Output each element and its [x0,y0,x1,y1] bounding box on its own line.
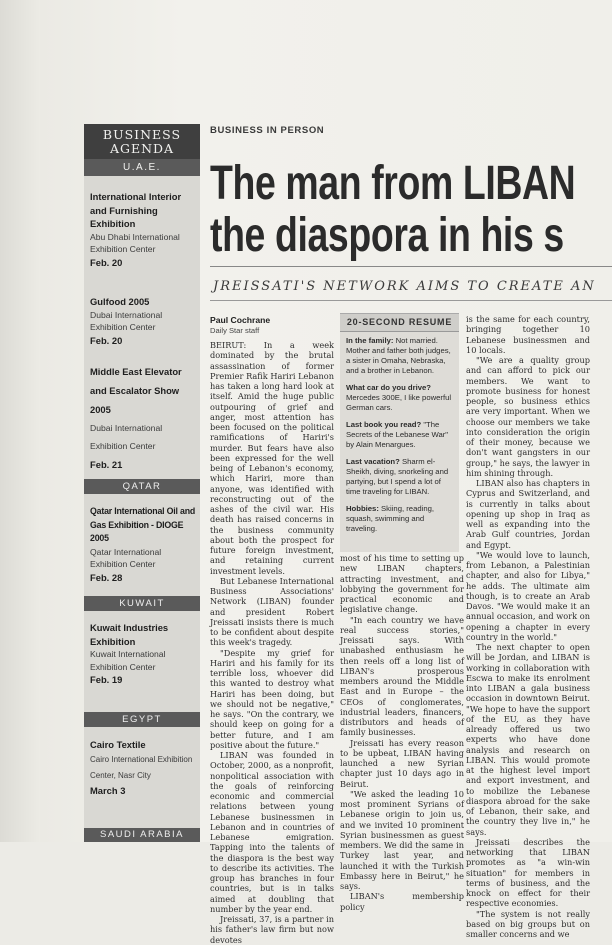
resume-question: In the family: [346,336,394,345]
event-venue: Kuwait International [90,649,166,659]
event-venue: Dubai International [90,423,163,433]
sidebar-header [84,124,200,176]
event-item [90,190,198,270]
event-venue: Center, Nasr City [90,770,151,780]
article-column-3 [466,314,590,939]
resume-title: 20-SECOND RESUME [340,314,459,332]
paragraph: Jreissati describes the networking that LIBAN promotes as "a win-win situation" for members in terms of business, and the knock on effect for their respective economies. [466,836,590,909]
paragraph: is the same for each country, bringing together 10 Lebanese businessmen and 10 locals. [466,314,590,355]
paragraph: most of his time to setting up new LIBAN chapters, attracting investment, and lobbying the government for practical economic and legislative change. [340,553,464,615]
section-saudi-arabia: SAUDI ARABIA [84,828,200,842]
paragraph: LIBAN also has chapters in Cyprus and Switzerland, and is currently in talks about opening up shop in Iraq as well as expanding into the Arab Gulf countries, Jordan and Egypt. [466,478,590,550]
paragraph: "We asked the leading 10 most prominent Syrians of Lebanese origin to join us, and we invited 10 prominent Syrian businessmen as guest members. We did the same in Turkey last year, and launched it with the Turkish Embassy here in Beirut," he says. [340,788,464,891]
section-kicker: BUSINESS IN PERSON [210,125,325,136]
paragraph: "We are a quality group and can afford to pick our members. We want to promote business for honest people, so business ethics are very important. When we choose our members we take into consideration the origin of their money, because we don't want gangsters in our group," he says, the lawyer in him shining through. [466,355,590,478]
event-venue: Exhibition Center [90,661,156,672]
event-name: Middle East Elevator and Escalator Show 2005 [90,366,182,415]
author-name: Paul Cochrane [210,315,271,325]
headline-line-2: the diaspora in his s [210,209,564,262]
article-column-2 [340,553,464,912]
resume-question: Hobbies: [346,504,379,513]
resume-box [340,313,459,552]
event-venue: Exhibition Center [90,322,156,332]
resume-answer: Not married. Mother and father both judges, a sister in Omaha, Nebraska, and a brother in Lebanon. [346,336,451,375]
event-date: Feb. 19 [90,674,123,685]
resume-question: What car do you drive? [346,383,432,392]
event-item [90,738,198,798]
event-venue: Exhibition Center [90,441,156,451]
section-uae: U.A.E. [84,159,200,176]
event-item [90,621,198,687]
section-qatar: QATAR [84,479,200,494]
paragraph: But Lebanese International Business Associations' Network (LIBAN) founder and president Robert Jreissati insists there is much to be confident about despite this week's tragedy. [210,575,334,648]
page-edge-shadow [0,0,40,842]
divider [210,266,612,267]
sidebar-title-line1: BUSINESS [102,127,182,142]
event-item [90,295,198,348]
resume-answer: Sharm el-Sheikh, diving, snorkeling and partying, but I spend a lot of time traveling for LIBAN. [346,457,449,496]
event-name: Qatar International Oil and Gas Exhibition - DIOGE 2005 [90,506,196,543]
section-egypt: EGYPT [84,712,200,727]
event-date: Feb. 21 [90,459,123,470]
event-date: Feb. 28 [90,571,123,583]
event-name: Gulfood 2005 [90,296,150,307]
event-venue: Abu Dhabi International [90,231,180,242]
paragraph: The next chapter to open will be Jordan, and LIBAN is working in collaboration with Escwa to make its enrolment into LIBAN a gala business occasion in downtown Beirut. "We hope to have the support of the EU, as they have already offered us two experts who have done analysis and research on LIBAN. This would promote at the highest level import and export investment, and to mobilize the Lebanese diaspora abroad for the sake of Lebanon, their sake, and the country they live in," he says. [466,642,590,837]
event-item [90,362,198,475]
headline-line-1: The man from LIBAN [210,157,576,210]
resume-item [346,457,453,497]
event-name: International Interior and Furnishing Exhibition [90,191,182,229]
subheadline: JREISSATI'S NETWORK AIMS TO CREATE AN [213,279,596,294]
resume-question: Last vacation? [346,457,400,466]
event-venue: Exhibition Center [90,244,156,254]
event-date: Feb. 20 [90,256,123,268]
resume-body [340,332,459,545]
resume-answer: "The Secrets of the Lebanese War" by Alain Menargues. [346,420,449,449]
paragraph: Jreissati has every reason to be upbeat, LIBAN having launched a new Syrian chapter just 10 days ago in Beirut. [340,737,464,789]
paragraph: LIBAN was founded in October, 2000, as a nonprofit, nonpolitical association with the goals of reinforcing economic and commercial relations between young Lebanese businessmen in Lebanon and in countries of Lebanese emigration. Tapping into the talents of the diaspora is the best way to describe its activities. The group has branches in four countries, but is in talks aimed at doubling that number by the year end. [210,750,334,914]
resume-answer: Mercedes 300E, I like powerful German cars. [346,393,452,412]
byline [210,315,270,336]
event-date: Feb. 20 [90,334,123,346]
event-venue: Qatar International [90,546,162,557]
paragraph: "We would love to launch, from Lebanon, a Palestinian chapter, and also for Libya," he adds. The ultimate aim though, is to create an Arab Davos. "We would make it an annual occasion, and work on opening a chapter in every country in the world." [466,549,590,642]
business-agenda-sidebar [84,124,200,842]
section-kuwait: KUWAIT [84,596,200,611]
article-column-1 [210,340,334,945]
paragraph: LIBAN's membership policy [340,891,464,912]
event-venue: Dubai International [90,309,163,320]
resume-item [346,383,453,413]
resume-item [346,420,453,450]
paragraph: Jreissati, 37, is a partner in his father's law firm but now devotes [210,914,334,945]
author-role: Daily Star staff [210,326,260,335]
event-name: Cairo Textile [90,739,146,750]
event-venue: Cairo International Exhibition [90,754,193,764]
resume-item [346,336,453,376]
event-venue: Exhibition Center [90,559,156,569]
resume-answer: Skiing, reading, squash, swimming and traveling. [346,504,435,533]
paragraph: "In each country we have real success stories," Jreissati says. With unabashed enthusiasm he then reels off a long list of LIBAN's prosperous members around the Middle East and in Europe – the CEOs of conglomerates, industrial leaders, financers, distributors and heads of family businesses. [340,614,464,738]
event-name: Kuwait Industries Exhibition [90,622,169,647]
resume-item [346,504,453,534]
sidebar-title-line2: AGENDA [109,141,175,156]
paragraph: "Despite my grief for Hariri and his family for its terrible loss, whoever did this wanted to destroy what Hariri has been doing, but we should not be negative," he says. "On the contrary, we should keep on going for a better future, and I am positive about the future." [210,647,334,750]
event-item [90,505,198,585]
event-date: March 3 [90,784,126,796]
resume-question: Last book you read? [346,420,422,429]
paragraph: "The system is not really based on big groups but on smaller concerns and we [466,908,590,939]
paragraph: BEIRUT: In a week dominated by the brutal assassination of former Premier Rafik Hariri Lebanon has taken a long hard look at itself. Amid the huge public outpouring of grief and anger, most attention has been focused on the political ramifications of Hariri's murder. But fears have also been expressed for the well being of Lebanon's economy, which Hariri, more than anyone, was identified with reconstructing out of the ashes of the civil war. His death has raised concerns in the business community about both the prospect for future foreign investment, and retaining current investment levels. [210,340,334,576]
divider [210,300,612,301]
